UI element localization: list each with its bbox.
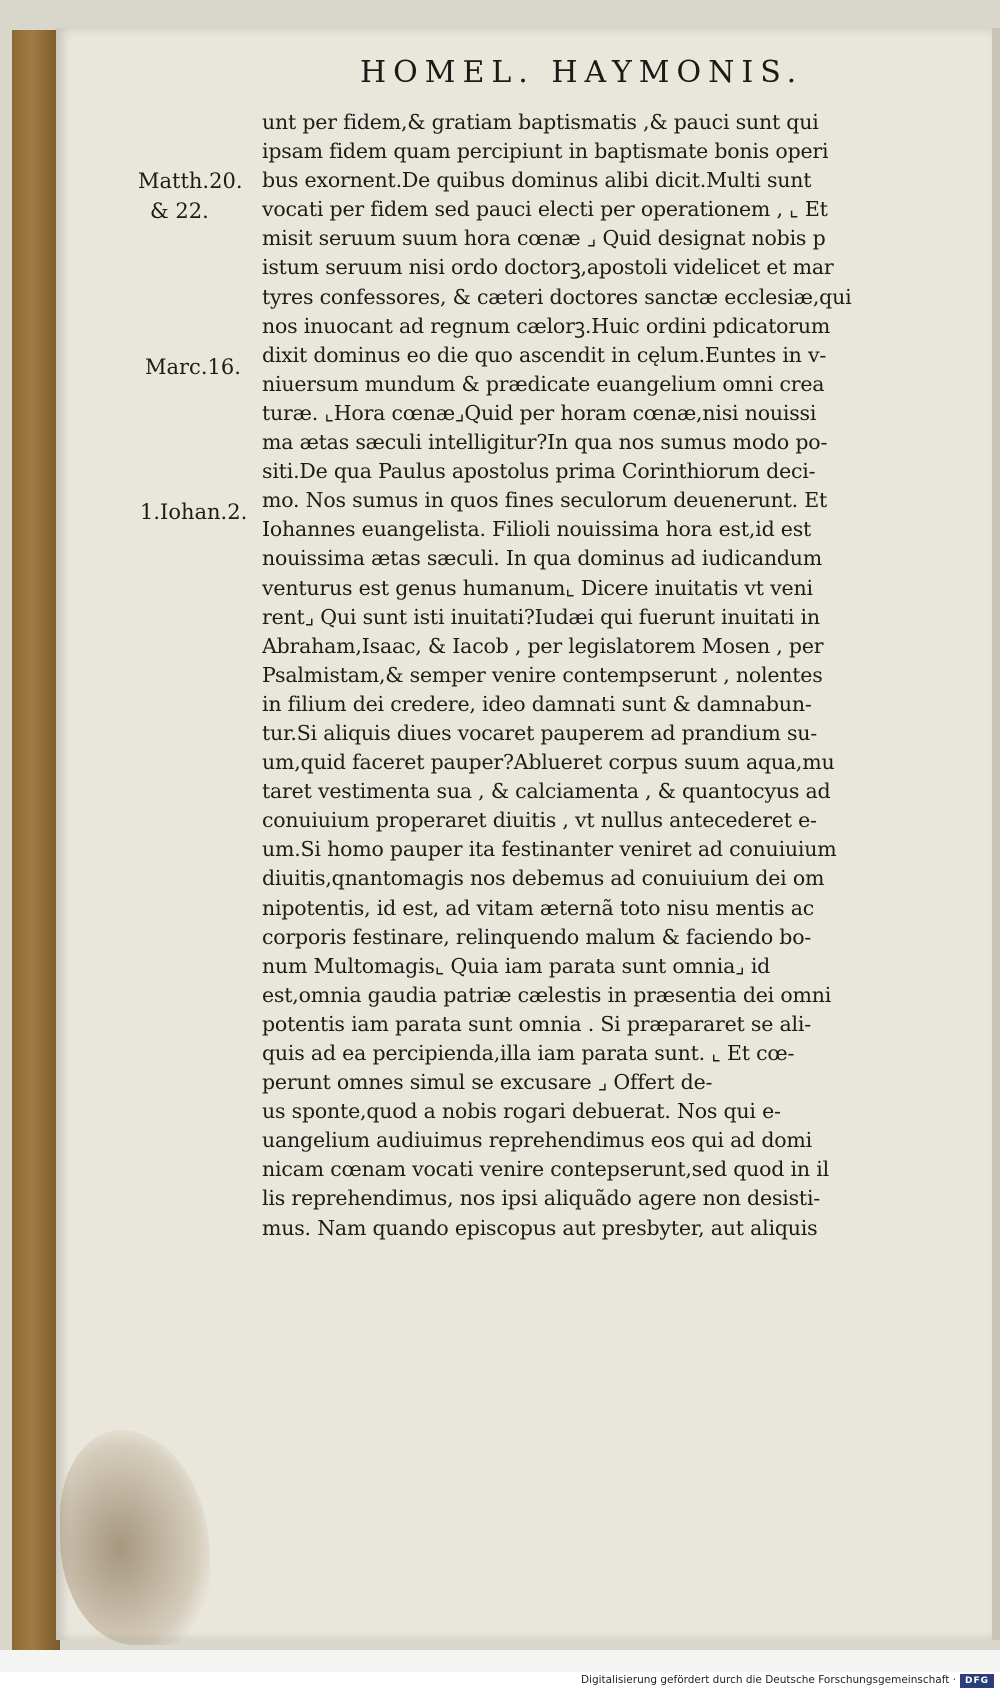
text-line: ipsam fidem quam percipiunt in baptismate bonis operi [262, 139, 829, 164]
marginal-note: 1.Iohan.2. [140, 500, 248, 524]
text-line: venturus est genus humanum⌞ Dicere inuitatis vt veni [262, 575, 813, 600]
text-line: rent⌟ Qui sunt isti inuitati?Iudæi qui fuerunt inuitati in [262, 604, 820, 629]
text-line: taret vestimenta sua , & calciamenta , & quantocyus ad [262, 779, 831, 804]
text-line: us sponte,quod a nobis rogari debuerat. Nos qui e- [262, 1099, 781, 1124]
text-line: quis ad ea percipienda,illa iam parata sunt. ⌞ Et cœ- [262, 1041, 795, 1065]
text-line: istum seruum nisi ordo doctorꝫ,apostoli videlicet et mar [262, 255, 834, 280]
text-line: Abraham,Isaac, & Iacob , per legislatorem Mosen , per [262, 633, 824, 658]
text-line: dixit dominus eo die quo ascendit in cęlum.Euntes in v- [262, 342, 827, 367]
text-line: turæ. ⌞Hora cœnæ⌟Quid per horam cœnæ,nisi nouissi [262, 400, 817, 425]
book-spine [12, 30, 60, 1650]
text-line: nipotentis, id est, ad vitam æternã toto nisu mentis ac [262, 895, 815, 920]
text-line: misit seruum suum hora cœnæ ⌟ Quid designat nobis p [262, 226, 826, 251]
text-line: diuitis,qnantomagis nos debemus ad conuiuium dei om [262, 866, 825, 891]
text-line: vocati per fidem sed pauci electi per operationem , ⌞ Et [262, 197, 828, 222]
dfg-logo: DFG [960, 1674, 994, 1688]
text-line: est,omnia gaudia patriæ cælestis in præsentia dei omni [262, 982, 832, 1007]
text-line: niuersum mundum & prædicate euangelium omni crea [262, 371, 825, 396]
text-line: Psalmistam,& semper venire contempserunt , nolentes [262, 662, 823, 687]
body-text [262, 108, 974, 1243]
text-line: um,quid faceret pauper?Ablueret corpus suum aqua,mu [262, 750, 835, 775]
text-line: siti.De qua Paulus apostolus prima Corinthiorum deci- [262, 459, 816, 484]
marginal-note: & 22. [150, 199, 209, 223]
text-line: lis reprehendimus, nos ipsi aliquãdo agere non desisti- [262, 1186, 821, 1211]
text-line: nouissima ætas sæculi. In qua dominus ad iudicandum [262, 546, 823, 571]
text-line: num Multomagis⌞ Quia iam parata sunt omnia⌟ id [262, 953, 771, 978]
footer-bar [0, 1672, 1000, 1693]
text-line: unt per fidem,& gratiam baptismatis ,& pauci sunt qui [262, 110, 819, 134]
running-head: HOMEL. HAYMONIS. [360, 55, 804, 90]
text-line: tur.Si aliquis diues vocaret pauperem ad prandium su- [262, 720, 818, 745]
text-line: ma ætas sæculi intelligitur?In qua nos sumus modo po- [262, 430, 828, 455]
marginal-note: Marc.16. [145, 355, 241, 379]
text-line: nicam cœnam vocati venire contepserunt,sed quod in il [262, 1157, 829, 1182]
text-line: potentis iam parata sunt omnia . Si præpararet se ali- [262, 1011, 811, 1036]
text-line: nos inuocant ad regnum cælorꝫ.Huic ordini pdicatorum [262, 313, 831, 338]
text-line: mo. Nos sumus in quos fines seculorum deuenerunt. Et [262, 488, 828, 513]
text-line: corporis festinare, relinquendo malum & faciendo bo- [262, 924, 812, 949]
text-line: perunt omnes simul se excusare ⌟ Offert de- [262, 1070, 713, 1095]
text-line: conuiuium properaret diuitis , vt nullus antecederet e- [262, 808, 817, 833]
text-line: bus exornent.De quibus dominus alibi dicit.Multi sunt [262, 168, 812, 193]
marginal-note: Matth.20. [138, 169, 243, 193]
text-line: uangelium audiuimus reprehendimus eos qui ad domi [262, 1128, 813, 1153]
text-line: Iohannes euangelista. Filioli nouissima hora est,id est [262, 517, 812, 542]
text-line: mus. Nam quando episcopus aut presbyter, aut aliquis [262, 1215, 818, 1240]
page-edge [992, 28, 1000, 1640]
footer-credit: Digitalisierung gefördert durch die Deutsche Forschungsgemeinschaft · [580, 1674, 956, 1686]
text-line: in filium dei credere, ideo damnati sunt & damnabun- [262, 691, 812, 716]
text-line: um.Si homo pauper ita festinanter veniret ad conuiuium [262, 837, 837, 862]
text-line: tyres confessores, & cæteri doctores sanctæ ecclesiæ,qui [262, 284, 852, 309]
